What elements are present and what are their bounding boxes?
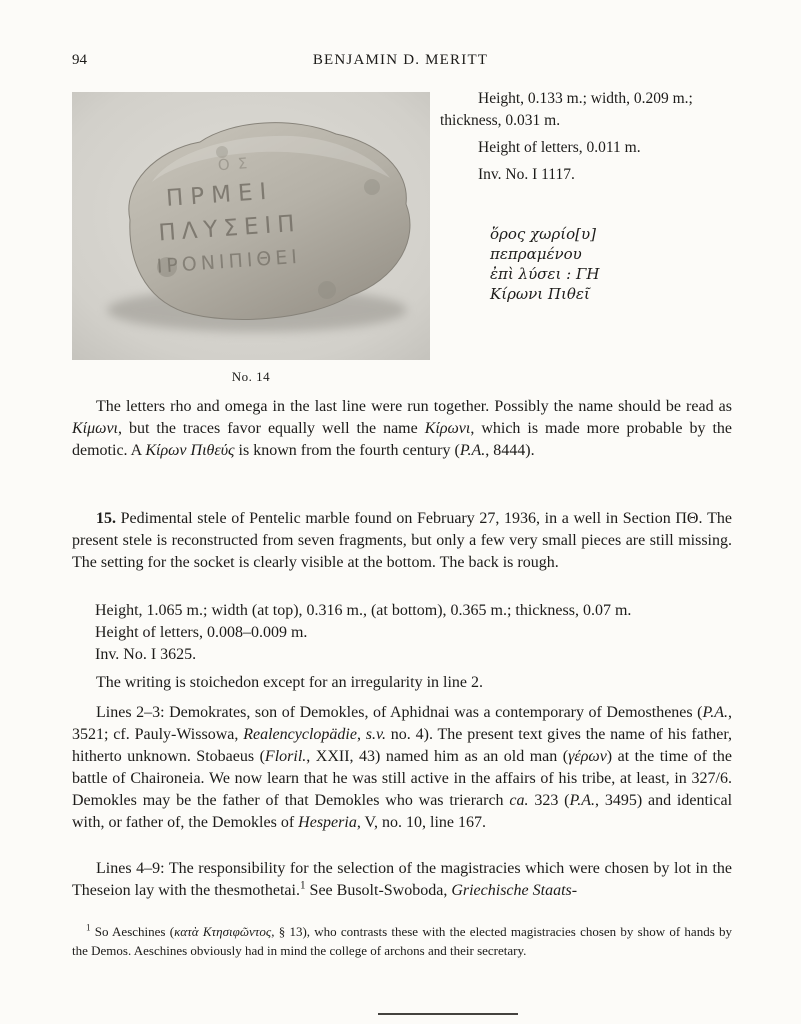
inscription-stone-image [72, 92, 430, 360]
text-segment: , 8444). [485, 442, 535, 459]
text-segment: P.A. [702, 704, 728, 721]
text-segment: P.A. [569, 792, 595, 809]
text-segment: , § 13), who contrasts these with the elected magistracies chosen by show of hands by the Demos. Aeschines obviously had in mind the college of archons and their secretary. [72, 924, 732, 958]
text-segment: See Busolt-Swoboda, [305, 882, 452, 899]
text-segment: P.A. [459, 442, 486, 459]
stone-chip [364, 179, 380, 195]
incised-letter-row: ΙΡΟΝΙΠΙΘΕΙ [156, 245, 302, 278]
text-segment: Κίρων Πιθεύς [145, 442, 235, 459]
text-segment: is known from the fourth century ( [234, 442, 460, 459]
running-head: BENJAMIN D. MERITT [312, 52, 489, 68]
figure-measurements [432, 88, 744, 191]
paragraph-no14-commentary [72, 396, 732, 462]
text-segment: So Aeschines ( [90, 924, 175, 939]
greek-line: ἐπὶ λύσει : ΓΗ [490, 265, 600, 283]
text-segment: s.v. [365, 726, 386, 743]
text-segment: Pedimental stele of Pentelic marble found on February 27, 1936, in a well in Section ΠΘ. The present stele is reconstructed from seven fragments, but only a few very small pieces are still missing. The setting for the socket is clearly visible at the bottom. The back is rough. [72, 510, 732, 571]
text-segment: , but the traces favor equally well the name [118, 420, 425, 437]
text-segment: , XXII, 43) named him as an old man ( [306, 748, 569, 765]
footnote-1 [72, 922, 732, 960]
incised-letter-row: ΠΡΜΕΙ [165, 178, 275, 212]
text-segment: no. 4). The present text gives the name of his father, hitherto unknown. Stobaeus ( [72, 726, 733, 765]
incised-letter-row: ΟΣ [217, 153, 256, 175]
text-segment: Κίμωνι [72, 420, 118, 437]
text-segment: 323 ( [528, 792, 570, 809]
greek-line: ὅρος χωρίο[υ] [490, 225, 596, 243]
text-segment: ) at the time of the battle of Chaironeia. We now learn that he was still active in the affairs of his tribe, at least, in 327/6. Demokles may be the father of that Demokles who was trierarch [72, 748, 733, 809]
greek-line: πεπραμένου [490, 245, 582, 263]
incised-letter-row: ΠΛΥΣΕΙΠ [157, 210, 302, 247]
text-segment: ca. [509, 792, 529, 809]
inventory-number: Inv. No. I 3625. [95, 646, 197, 663]
text-segment: 15. [96, 510, 116, 527]
text-segment: Griechische Staats- [451, 882, 578, 899]
scan-artifact [378, 1013, 518, 1015]
text-segment: Lines 4–9: The responsibility for the selection of the magistracies which were chosen by lot in the Theseion lay with the thesmothetai. [72, 860, 732, 899]
text-segment: The letters rho and omega in the last line were run together. Possibly the name should be read as [96, 398, 732, 415]
stone-chip [318, 281, 336, 299]
greek-transcription [490, 224, 599, 304]
text-segment: κατὰ Κτησιφῶντος [174, 924, 272, 939]
text-segment: 1 [299, 879, 306, 892]
text-segment: Lines 2–3: Demokrates, son of Demokles, of Aphidnai was a contemporary of Demosthenes ( [96, 704, 703, 721]
paragraph-item-15-intro [72, 508, 732, 574]
text-segment: γέρων [568, 748, 607, 765]
text-segment: Realencyclopädie [243, 726, 357, 743]
text-segment: 1 [86, 922, 91, 933]
item-15-measurements [95, 600, 755, 666]
page-number: 94 [72, 52, 87, 68]
text-segment: Hesperia [298, 814, 357, 831]
inventory-number: Inv. No. I 1117. [478, 166, 575, 183]
figure-caption: No. 14 [231, 369, 271, 384]
text-segment: Floril. [264, 748, 307, 765]
measurement-size: Height, 1.065 m.; width (at top), 0.316 m., (at bottom), 0.365 m.; thickness, 0.07 m. [95, 602, 632, 619]
text-segment: , 3521; cf. Pauly-Wissowa, [72, 704, 732, 743]
measurement-size: Height, 0.133 m.; width, 0.209 m.; thickness, 0.031 m. [440, 90, 693, 129]
greek-line: Κίρωνι Πιθεῖ [490, 285, 590, 303]
text-segment: , 3495) and identical with, or father of, the Demokles of [72, 792, 733, 831]
paragraph-lines-4-9 [72, 858, 732, 902]
measurement-letter-height: Height of letters, 0.011 m. [478, 139, 641, 156]
text-segment: , [356, 726, 366, 743]
paragraph-lines-2-3 [72, 702, 732, 834]
figure-photo [72, 92, 430, 360]
text-segment: , which is made more probable by the demotic. A [72, 420, 733, 459]
measurement-letter-height: Height of letters, 0.008–0.009 m. [95, 624, 308, 641]
stoichedon-note: The writing is stoichedon except for an irregularity in line 2. [96, 674, 483, 691]
text-segment: , V, no. 10, line 167. [356, 814, 487, 831]
text-segment: Κίρωνι [424, 420, 471, 437]
